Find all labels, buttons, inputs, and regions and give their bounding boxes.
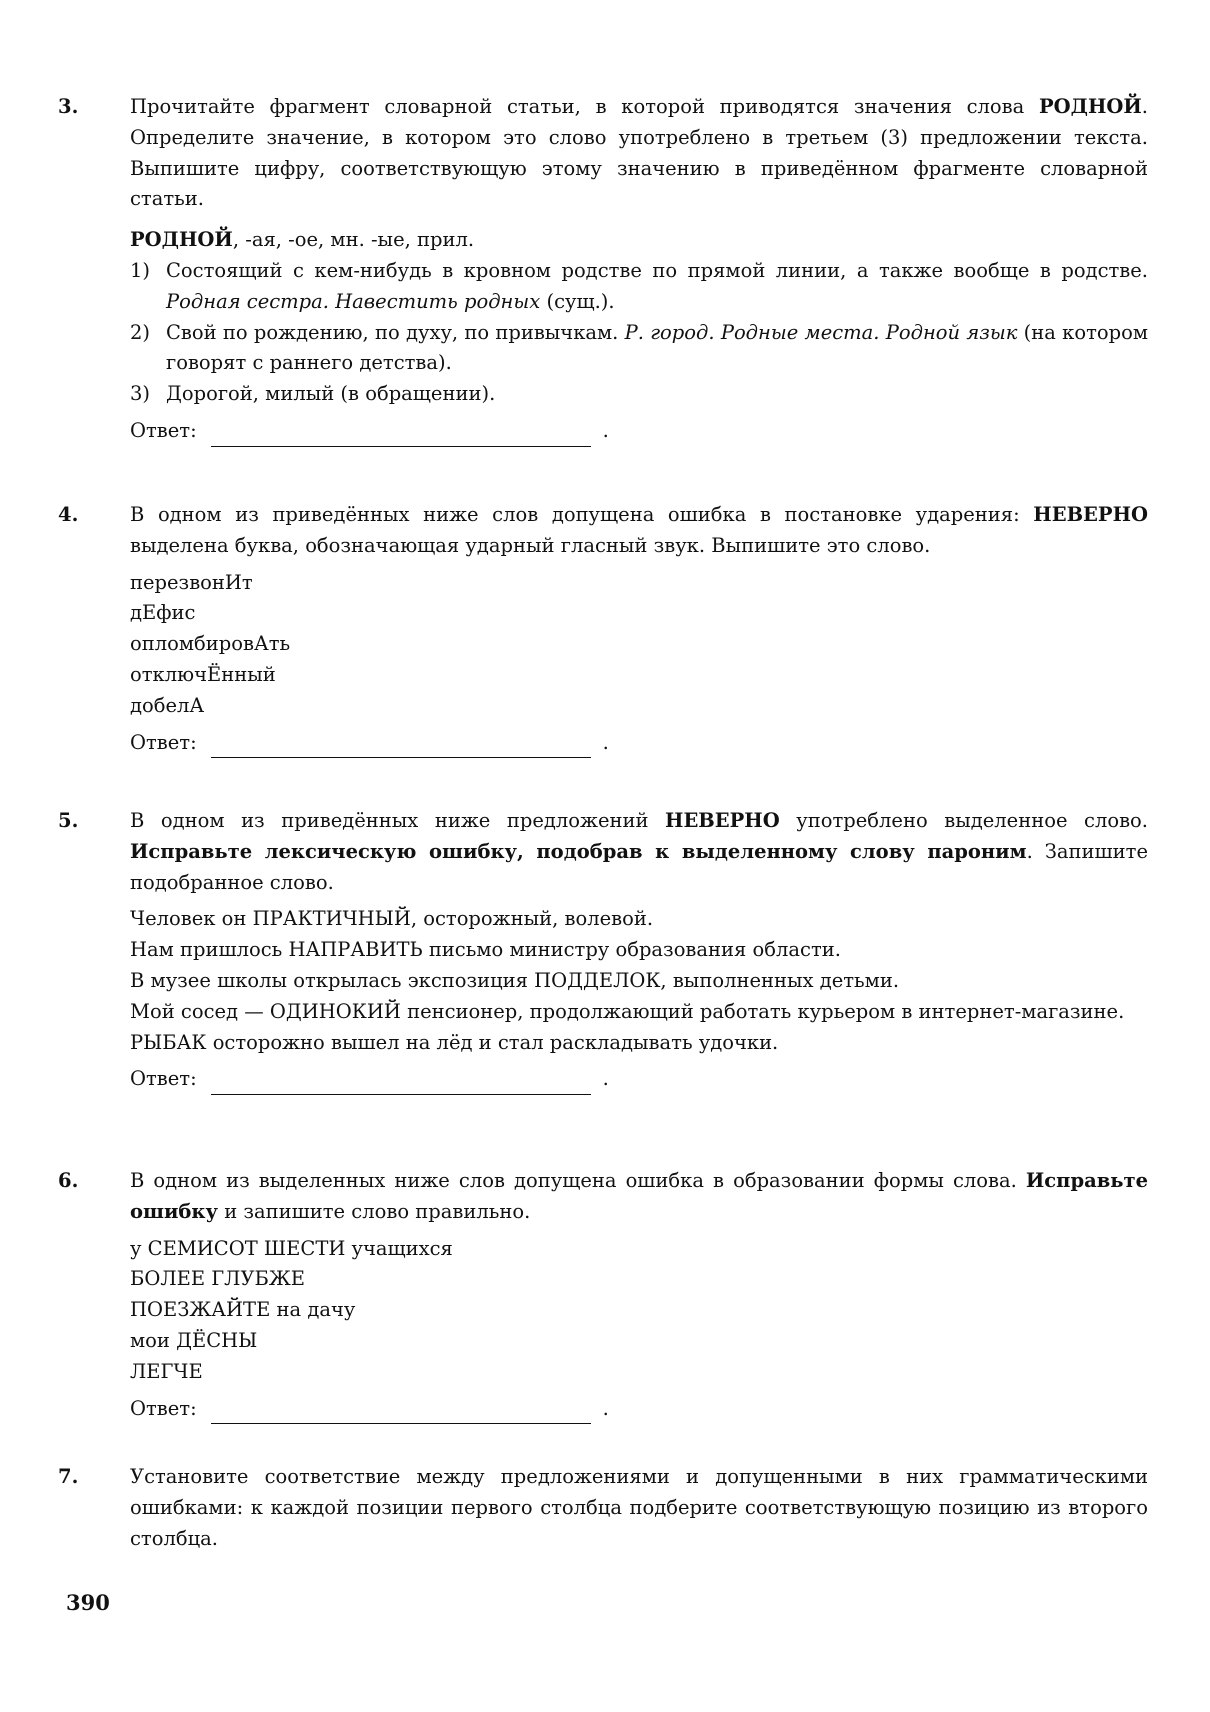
list-item: Человек он ПРАКТИЧНЫЙ, осторожный, волевой. [130,907,654,931]
list-item: отключЁнный [130,662,276,686]
task-instruction: В одном из приведённых ниже слов допущена ошибка в постановке ударения: НЕВЕРНО выделена буква, обозначающая ударный гласный звук. Выпишите это слово. [130,503,1148,557]
sentence-list [130,904,1148,1058]
answer-row: Ответ: . [130,728,1148,759]
list-item: дЕфис [130,601,196,625]
answer-field[interactable] [211,1074,591,1095]
list-item: В музее школы открылась экспозиция ПОДДЕЛОК, выполненных детьми. [130,968,900,992]
task-7 [58,1462,1158,1554]
answer-label: Ответ: [130,1067,197,1091]
list-item: у СЕМИСОТ ШЕСТИ учащихся [130,1236,453,1260]
task-number: 6. [58,1169,79,1192]
definition-item: 1) Состоящий с кем-нибудь в кровном родстве по прямой линии, а также вообще в родстве. Родная сестра. Навестить родных (сущ.). [130,258,1148,313]
word-list [130,568,1148,722]
answer-field[interactable] [211,1403,591,1424]
list-item: ЛЕГЧЕ [130,1359,203,1383]
task-instruction: В одном из выделенных ниже слов допущена ошибка в образовании формы слова. Исправьте ошибку и запишите слово правильно. [130,1169,1148,1223]
task-6 [58,1166,1158,1424]
list-item: Нам пришлось НАПРАВИТЬ письмо министру образования области. [130,938,841,962]
list-item: опломбировАть [130,632,291,656]
task-number: 7. [58,1465,79,1488]
task-number: 5. [58,809,79,832]
list-item: добелА [130,693,205,717]
task-4 [58,500,1158,758]
answer-row: Ответ: . [130,1394,1148,1425]
answer-row: Ответ: . [130,1064,1148,1095]
keyword: НЕВЕРНО [665,809,780,832]
answer-field[interactable] [211,737,591,758]
answer-field[interactable] [211,426,591,447]
list-item: мои ДЁСНЫ [130,1328,258,1352]
task-instruction: Установите соответствие между предложениями и допущенными в них грамматическими ошибками: к каждой позиции первого столбца подберите соответствующую позицию из второго столбца. [130,1465,1148,1550]
dictionary-entry-head: РОДНОЙ, -ая, -ое, мн. -ые, прил. [130,228,475,252]
list-item: Мой сосед — ОДИНОКИЙ пенсионер, продолжающий работать курьером в интернет-магазине. [130,999,1125,1023]
answer-row: Ответ: . [130,416,1148,447]
answer-label: Ответ: [130,730,197,754]
list-item: перезвонИт [130,570,253,594]
page-number: 390 [66,1590,110,1615]
task-instruction: Прочитайте фрагмент словарной статьи, в которой приводятся значения слова РОДНОЙ. Определите значение, в котором это слово употреблено в третьем (3) предложении текста. Выпишите цифру, соответствующую этому значению в приведённом фрагменте словарной статьи. [130,95,1148,211]
answer-label: Ответ: [130,1396,197,1420]
list-item: РЫБАК осторожно вышел на лёд и стал раскладывать удочки. [130,1030,779,1054]
word-list [130,1234,1148,1388]
definition-item: 3) Дорогой, милый (в обращении). [130,382,496,406]
list-item: ПОЕЗЖАЙТЕ на дачу [130,1298,356,1322]
keyword: РОДНОЙ [1038,95,1142,118]
task-instruction: В одном из приведённых ниже предложений НЕВЕРНО употреблено выделенное слово. Исправьте лексическую ошибку, подобрав к выделенному слову пароним. Запишите подобранное слово. [130,809,1149,894]
task-3 [58,92,1158,447]
list-item: БОЛЕЕ ГЛУБЖЕ [130,1267,306,1291]
task-number: 3. [58,95,79,118]
answer-label: Ответ: [130,418,197,442]
keyword: Исправьте ошибку [130,1169,1148,1223]
task-5 [58,806,1158,1095]
task-number: 4. [58,503,79,526]
definition-item: 2) Свой по рождению, по духу, по привычкам. Р. город. Родные места. Родной язык (на котором говорят с раннего детства). [130,320,1148,375]
keyword: НЕВЕРНО [1033,503,1148,526]
